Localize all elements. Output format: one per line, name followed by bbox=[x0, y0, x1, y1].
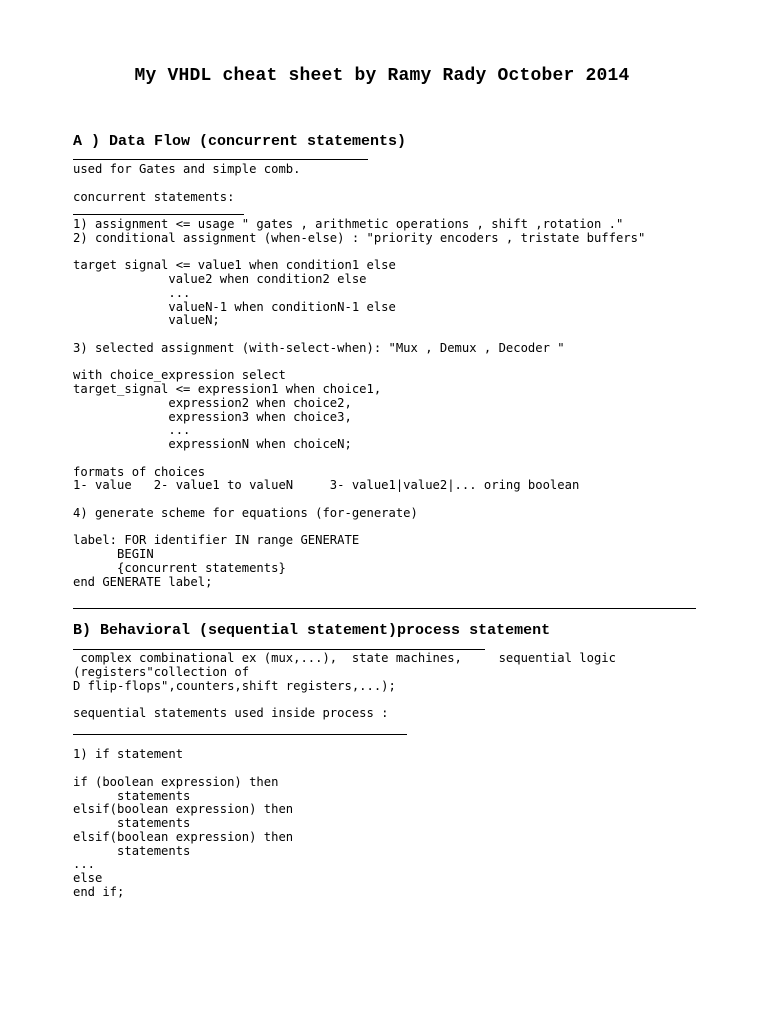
section-a-line: end GENERATE label; bbox=[73, 574, 213, 589]
section-b-line: 1) if statement bbox=[73, 747, 184, 762]
section-b-line bbox=[73, 762, 616, 776]
section-b-line: elsif(boolean expression) then bbox=[73, 802, 294, 817]
section-a-line bbox=[73, 328, 645, 342]
section-a-line: ... bbox=[73, 285, 191, 300]
section-a-line: 4) generate scheme for equations (for-generate) bbox=[73, 505, 418, 520]
section-a-line: expression2 when choice2, bbox=[73, 395, 352, 410]
section-a-line: valueN; bbox=[73, 313, 220, 328]
section-a-line: expressionN when choiceN; bbox=[73, 437, 352, 451]
section-b-line bbox=[73, 735, 616, 749]
section-a-body bbox=[73, 163, 645, 589]
section-b-line: complex combinational ex (mux,...), state machines, sequential logic bbox=[73, 651, 616, 665]
section-b-line: sequential statements used inside process : bbox=[73, 706, 389, 720]
section-a-line bbox=[73, 493, 645, 507]
section-a-line bbox=[73, 452, 645, 466]
section-a-line: target_signal <= expression1 when choice1, bbox=[73, 382, 382, 396]
section-a-line: formats of choices bbox=[73, 464, 206, 479]
section-a-line bbox=[73, 204, 645, 218]
section-b-line: statements bbox=[73, 843, 191, 858]
section-b-heading-underline bbox=[73, 649, 485, 650]
section-a-line: 1- value 2- value1 to valueN 3- value1|value2|... oring boolean bbox=[73, 478, 580, 493]
section-a-line bbox=[73, 521, 645, 535]
section-b-line: if (boolean expression) then bbox=[73, 774, 279, 789]
section-b-line: statements bbox=[73, 816, 191, 830]
section-a-line: expression3 when choice3, bbox=[73, 409, 352, 424]
section-b-line: end if; bbox=[73, 884, 125, 899]
section-a-line: {concurrent statements} bbox=[73, 560, 286, 575]
section-divider bbox=[73, 608, 696, 609]
section-a-heading: A ) Data Flow (concurrent statements) bbox=[73, 133, 407, 150]
sequential-statements-underline bbox=[73, 734, 407, 735]
section-b-line: elsif(boolean expression) then bbox=[73, 829, 294, 844]
section-b-line: ... bbox=[73, 857, 96, 872]
section-b-line bbox=[73, 693, 616, 707]
section-b-heading: B) Behavioral (sequential statement)process statement bbox=[73, 622, 551, 639]
section-a-line: with choice_expression select bbox=[73, 368, 286, 383]
section-a-line: ... bbox=[73, 423, 191, 438]
section-b-line: else bbox=[73, 871, 103, 885]
section-a-line: target signal <= value1 when condition1 else bbox=[73, 258, 396, 273]
section-b-line: D flip-flops",counters,shift registers,...); bbox=[73, 678, 396, 693]
section-a-line: concurrent statements: bbox=[73, 189, 235, 204]
section-a-line: 1) assignment <= usage " gates , arithmetic operations , shift ,rotation ." bbox=[73, 217, 624, 231]
section-b-line: (registers"collection of bbox=[73, 664, 250, 679]
section-b-body bbox=[73, 652, 616, 900]
section-a-line: 3) selected assignment (with-select-when): "Mux , Demux , Decoder " bbox=[73, 340, 565, 355]
section-a-line: used for Gates and simple comb. bbox=[73, 162, 301, 176]
concurrent-statements-underline bbox=[73, 214, 244, 215]
section-a-line: valueN-1 when conditionN-1 else bbox=[73, 299, 396, 314]
document-title: My VHDL cheat sheet by Ramy Rady October 2014 bbox=[134, 66, 630, 86]
section-b-line bbox=[73, 721, 616, 735]
section-a-line: 2) conditional assignment (when-else) : "priority encoders , tristate buffers" bbox=[73, 230, 646, 245]
section-a-line bbox=[73, 356, 645, 370]
section-a-line bbox=[73, 246, 645, 260]
section-a-line: BEGIN bbox=[73, 547, 154, 561]
section-a-line: label: FOR identifier IN range GENERATE bbox=[73, 533, 360, 548]
section-b-line: statements bbox=[73, 788, 191, 803]
section-a-line: value2 when condition2 else bbox=[73, 272, 367, 286]
section-a-line bbox=[73, 177, 645, 191]
section-a-heading-underline bbox=[73, 159, 368, 160]
